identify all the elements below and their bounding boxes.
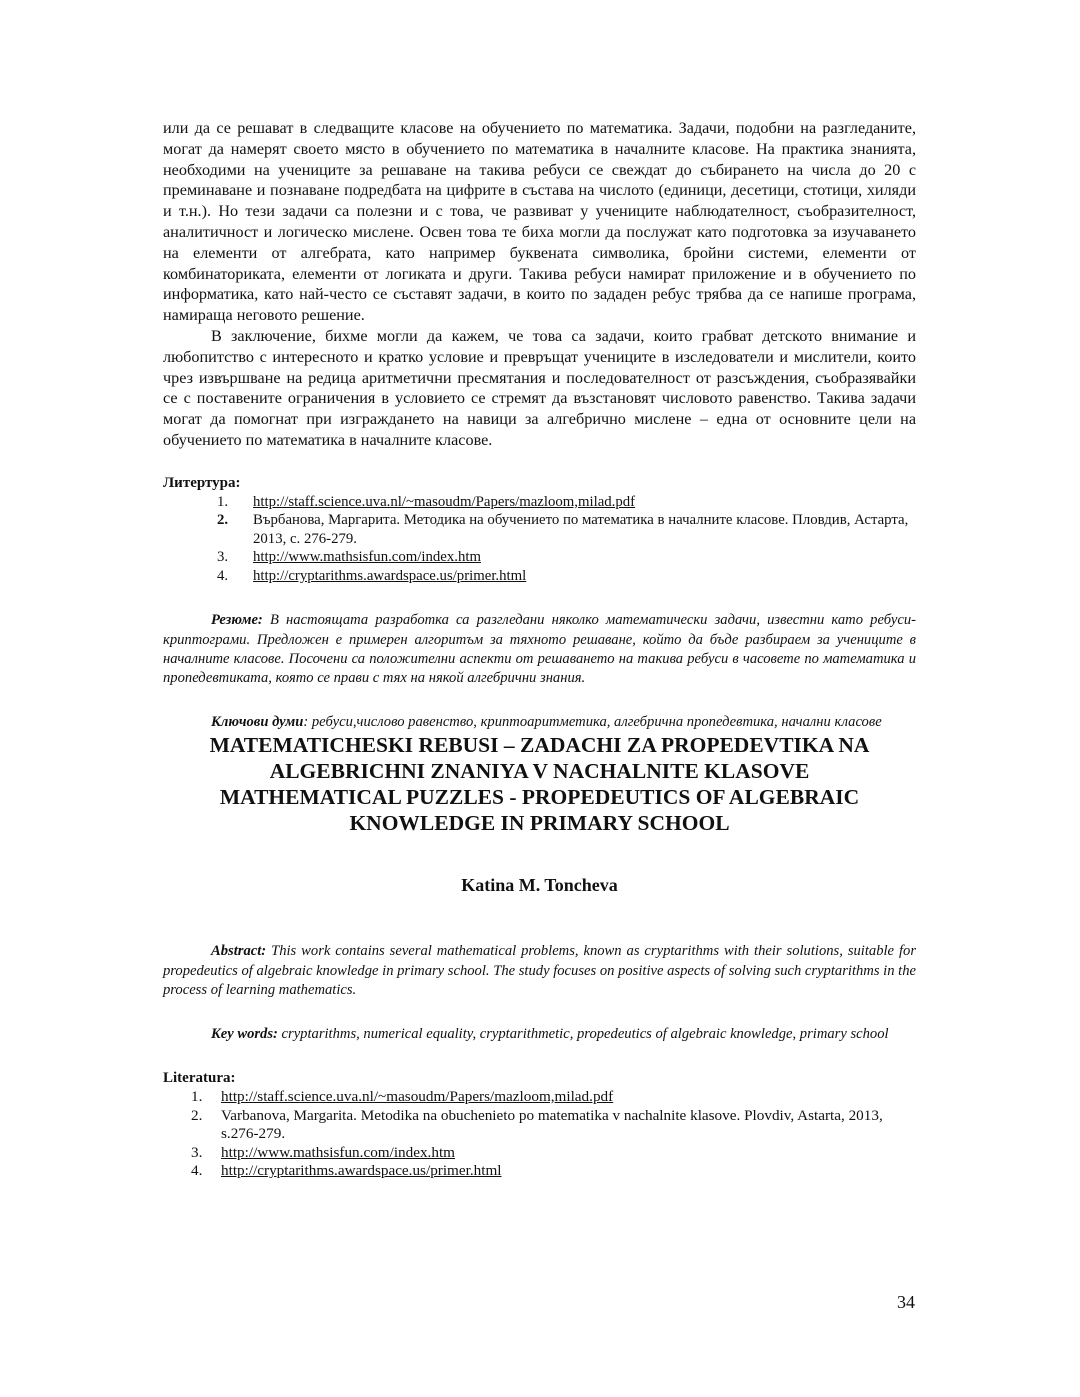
ref-link[interactable]: http://www.mathsisfun.com/index.htm (253, 549, 481, 566)
abstract-paragraph (163, 942, 916, 1000)
ref-number: 4. (191, 1162, 203, 1180)
list-item[interactable] (191, 1088, 916, 1107)
list-item[interactable] (217, 548, 916, 567)
ref-link[interactable]: http://staff.science.uva.nl/~masoudm/Papers/mazloom,milad.pdf (253, 493, 636, 510)
ref-link[interactable]: http://cryptarithms.awardspace.us/primer.html (253, 567, 527, 584)
ref-number: 2. (191, 1106, 203, 1124)
resume-paragraph (163, 611, 916, 689)
title-transliterated (163, 732, 916, 784)
list-item[interactable] (191, 1144, 916, 1163)
list-item (191, 1107, 916, 1144)
ref-link[interactable]: http://staff.science.uva.nl/~masoudm/Papers/mazloom,milad.pdf (221, 1087, 614, 1105)
ref-number: 3. (217, 549, 229, 566)
ref-number: 2. (217, 512, 229, 529)
bg-references-title: Литертура: (163, 474, 241, 491)
bg-keywords-paragraph (163, 713, 916, 732)
bg-keywords-text: : ребуси,числово равенство, криптоаритметика, алгебрична пропедевтика, начални класове (303, 713, 882, 730)
literatura-list (163, 1088, 916, 1181)
page-content (163, 118, 916, 1181)
en-keywords-label: Key words: (211, 1025, 278, 1042)
ref-number: 4. (217, 567, 229, 584)
abstract-label: Abstract: (211, 943, 267, 960)
resume-label: Резюме: (211, 612, 263, 629)
en-keywords-text: cryptarithms, numerical equality, cryptarithmetic, propedeutics of algebraic knowledge, primary school (277, 1025, 889, 1042)
bg-keywords-label: Ключови думи (211, 713, 304, 730)
title-english-line2: KNOWLEDGE IN PRIMARY SCHOOL (349, 811, 730, 836)
abstract-text: This work contains several mathematical problems, known as cryptarithms with their solutions, suitable for propedeutics of algebraic knowledge in primary school. The study focuses on positive aspects of solving such cryptarithms in the process of learning mathematics. (163, 943, 916, 999)
title-english (163, 784, 916, 836)
resume-text: В настоящата разработка са разгледани няколко математически задачи, известни като ребуси-криптограми. Предложен е примерен алгоритъм за тяхното решаване, който да бъде разбираем за учениците в началните класове. Посочени са положителни аспекти от решаването на такива ребуси в часовете по математика и пропедевтиката, която се прави с тях на някой алгебрични знания. (163, 612, 916, 687)
ref-number: 1. (217, 493, 229, 510)
list-item[interactable] (191, 1162, 916, 1181)
list-item[interactable] (217, 567, 916, 586)
body-paragraph-1: или да се решават в следващите класове на обучението по математика. Задачи, подобни на разгледаните, могат да намерят своето място в обучението по математика в началните класове. На практика знанията, необходими на учениците за решаване на такива ребуси се свеждат до събирането на числа до 20 с преминаване и познаване подредбата на цифрите в състава на числото (единици, десетици, стотици, хиляди и т.н.). Но тези задачи са полезни и с това, че развиват у учениците наблюдателност, съобразителност, аналитичност и логическо мислене. Освен това те биха могли да послужат като подготовка за изучаването на елементи от алгебрата, като например буквената символика, бройни системи, елементи от комбинаториката, елементи от логиката и други. Такива ребуси намират приложение и в обучението по информатика, като най-често се съставят задачи, в които по зададен ребус трябва да се напише програма, намираща неговото решение. (163, 119, 916, 325)
ref-number: 3. (191, 1143, 203, 1161)
ref-link[interactable]: http://cryptarithms.awardspace.us/primer.html (221, 1162, 502, 1180)
body-paragraph-2: В заключение, бихме могли да кажем, че това са задачи, които грабват детското внимание и любопитство с интересното и кратко условие и превръщат учениците в изследователи и мислители, които чрез извършване на редица аритметични пресмятания и последователност от разсъждения, съобразявайки се с поставените ограничения в условието се стремят да възстановят числовото равенство. Такива задачи могат да помогнат при изграждането на навици за алгебрично мислене – една от основните цели на обучението по математика в началните класове. (163, 326, 916, 449)
author-name: Katina M. Toncheva (461, 875, 618, 896)
ref-text: Върбанова, Маргарита. Методика на обучението по математика в началните класове. Пловдив, Астарта, 2013, с. 276-279. (253, 512, 909, 547)
list-item[interactable] (217, 493, 916, 512)
title-transliterated-line2: ALGEBRICHNI ZNANIYA V NACHALNITE KLASOVE (269, 759, 810, 784)
ref-number: 1. (191, 1087, 203, 1105)
literatura-title: Literatura: (163, 1069, 236, 1086)
page-number: 34 (897, 1292, 915, 1312)
ref-link[interactable]: http://www.mathsisfun.com/index.htm (221, 1143, 455, 1161)
title-transliterated-line1: MATEMATICHESKI REBUSI – ZADACHI ZA PROPEDEVTIKA NA (209, 733, 870, 758)
title-english-line1: MATHEMATICAL PUZZLES - PROPEDEUTICS OF ALGEBRAIC (219, 785, 860, 810)
bg-references-list (163, 493, 916, 586)
en-keywords-paragraph (163, 1025, 916, 1044)
list-item (217, 511, 916, 548)
ref-text: Varbanova, Margarita. Metodika na obuchenieto po matematika v nachalnite klasove. Plovdiv, Astarta, 2013, s.276-279. (221, 1106, 883, 1143)
